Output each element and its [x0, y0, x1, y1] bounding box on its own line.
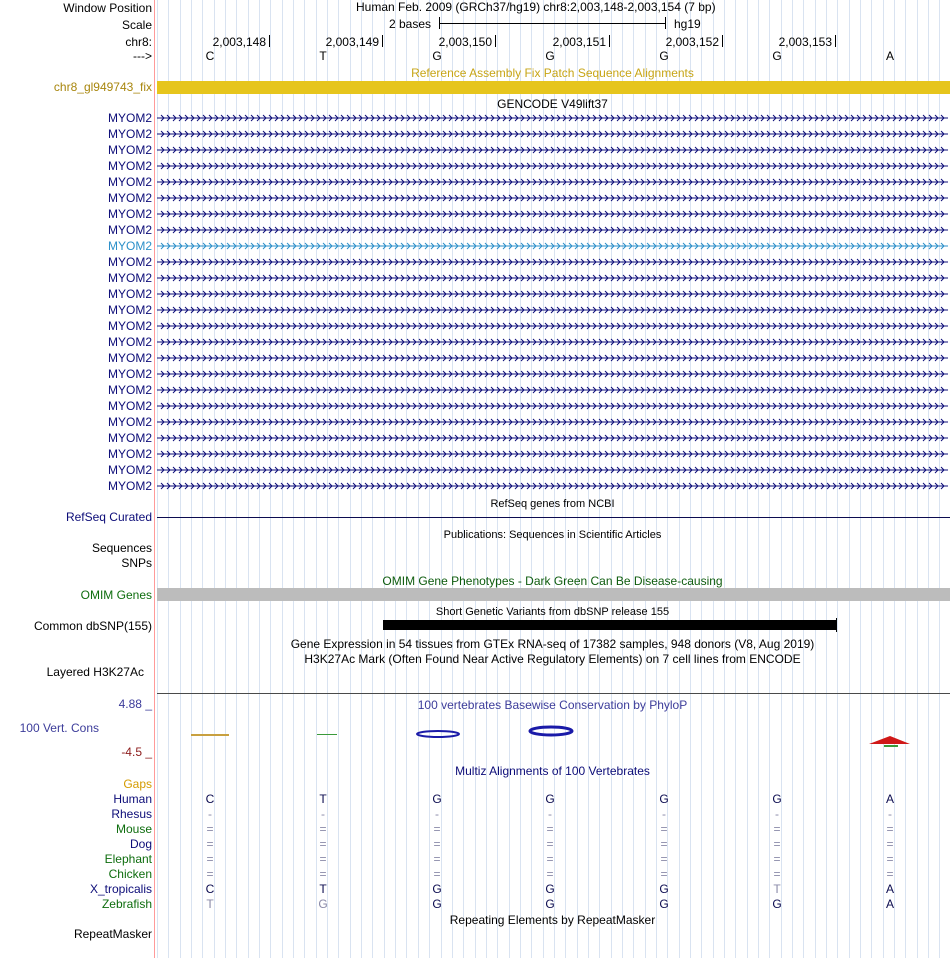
dbsnp-title: Short Genetic Variants from dbSNP release 155	[435, 606, 670, 618]
transcript-chevrons	[157, 190, 948, 206]
transcript-chevrons	[157, 126, 948, 142]
alignment-base: A	[885, 897, 894, 911]
transcript-chevrons	[157, 430, 948, 446]
alignment-base: -	[208, 807, 212, 821]
scale-bar	[439, 23, 665, 24]
species-label[interactable]: Rhesus	[111, 807, 152, 821]
species-label[interactable]: Chicken	[108, 867, 152, 881]
h3k27ac-title: H3K27Ac Mark (Often Found Near Active Regulatory Elements) on 7 cell lines from ENCODE	[304, 652, 801, 666]
alignment-base: =	[773, 837, 781, 851]
gencode-gene-label[interactable]: MYOM2	[107, 175, 152, 189]
alignment-base: =	[660, 852, 668, 866]
species-label[interactable]: Mouse	[115, 822, 152, 836]
gencode-transcript-row[interactable]	[155, 222, 950, 238]
omim-title: OMIM Gene Phenotypes - Dark Green Can Be Disease-causing	[382, 574, 723, 588]
alignment-base: =	[206, 822, 214, 836]
phylop-min-label: -4.5 _	[121, 745, 152, 759]
h3k27ac-baseline	[157, 693, 950, 694]
transcript-chevrons	[157, 254, 948, 270]
alignment-base: =	[319, 822, 327, 836]
track-label-repeatmasker[interactable]: RepeatMasker	[73, 927, 152, 941]
ruler-coordinate: 2,003,148	[212, 35, 266, 49]
gencode-gene-label[interactable]: MYOM2	[107, 255, 152, 269]
alignment-base: =	[546, 822, 554, 836]
reference-base: G	[432, 49, 442, 63]
gencode-gene-label[interactable]: MYOM2	[107, 367, 152, 381]
alignment-base: =	[546, 852, 554, 866]
gencode-transcript-row[interactable]	[155, 286, 950, 302]
transcript-chevrons	[157, 158, 948, 174]
alignment-base: =	[206, 867, 214, 881]
dbsnp-variant-end	[836, 618, 837, 632]
alignment-base: T	[319, 792, 327, 806]
gencode-gene-label[interactable]: MYOM2	[107, 191, 152, 205]
alignment-base: -	[775, 807, 779, 821]
multiz-title: Multiz Alignments of 100 Vertebrates	[455, 764, 650, 778]
transcript-chevrons	[157, 142, 948, 158]
alignment-base: =	[433, 852, 441, 866]
alignment-base: -	[662, 807, 666, 821]
reference-base: A	[885, 49, 894, 63]
alignment-base: =	[886, 852, 894, 866]
track-label-refseq[interactable]: RefSeq Curated	[65, 510, 152, 524]
ruler-coordinate: 2,003,153	[778, 35, 832, 49]
strand-label: --->	[133, 49, 152, 63]
gencode-transcript-row[interactable]	[155, 110, 950, 126]
track-display-area[interactable]	[155, 0, 950, 958]
gencode-transcript-row[interactable]	[155, 462, 950, 478]
transcript-chevrons	[157, 462, 948, 478]
track-label-omim[interactable]: OMIM Genes	[80, 588, 152, 602]
alignment-base: =	[433, 867, 441, 881]
transcript-chevrons	[157, 270, 948, 286]
alignment-base: G	[545, 897, 555, 911]
transcript-chevrons	[157, 366, 948, 382]
phylop-logo	[155, 720, 950, 750]
gencode-transcript-row[interactable]	[155, 174, 950, 190]
gencode-gene-label[interactable]: MYOM2	[107, 399, 152, 413]
gencode-transcript-row[interactable]	[155, 142, 950, 158]
transcript-chevrons	[157, 318, 948, 334]
gencode-transcript-row[interactable]	[155, 254, 950, 270]
gencode-transcript-row[interactable]	[155, 158, 950, 174]
track-label-fix-patch[interactable]: chr8_gl949743_fix	[53, 80, 152, 94]
gencode-gene-label[interactable]: MYOM2	[107, 319, 152, 333]
alignment-base: G	[545, 882, 555, 896]
repeatmasker-title: Repeating Elements by RepeatMasker	[449, 913, 656, 927]
species-label[interactable]: Human	[113, 792, 152, 806]
track-label-dbsnp[interactable]: Common dbSNP(155)	[33, 619, 152, 633]
gencode-gene-label[interactable]: MYOM2	[107, 383, 152, 397]
alignment-base: =	[546, 867, 554, 881]
alignment-base: G	[318, 897, 328, 911]
gencode-title: GENCODE V49lift37	[497, 97, 608, 111]
alignment-base: =	[773, 867, 781, 881]
alignment-base: -	[548, 807, 552, 821]
ruler-tick	[269, 35, 270, 47]
reference-base: G	[545, 49, 555, 63]
track-label-snps[interactable]: SNPs	[121, 556, 152, 570]
gencode-transcript-row[interactable]	[155, 366, 950, 382]
dbsnp-variant-bar[interactable]	[383, 620, 836, 630]
gencode-transcript-row[interactable]	[155, 430, 950, 446]
transcript-chevrons	[157, 238, 948, 254]
phylop-t-mark	[317, 734, 337, 735]
transcript-chevrons	[157, 206, 948, 222]
alignment-base: =	[206, 837, 214, 851]
transcript-chevrons	[157, 110, 948, 126]
phylop-max-label: 4.88 _	[118, 697, 152, 711]
gencode-transcript-row[interactable]	[155, 270, 950, 286]
track-labels-column	[0, 0, 154, 958]
gencode-gene-label[interactable]: MYOM2	[107, 143, 152, 157]
refseq-gene-line[interactable]	[157, 517, 950, 518]
transcript-chevrons	[157, 398, 948, 414]
gencode-gene-label[interactable]: MYOM2	[107, 303, 152, 317]
reference-base: G	[659, 49, 669, 63]
transcript-chevrons	[157, 478, 948, 494]
phylop-c-mark	[191, 734, 229, 736]
gencode-transcript-row[interactable]	[155, 350, 950, 366]
alignment-base: -	[321, 807, 325, 821]
phylop-g-mark-1	[417, 731, 459, 737]
species-label[interactable]: Elephant	[104, 852, 152, 866]
alignment-base: G	[659, 897, 669, 911]
alignment-base: -	[435, 807, 439, 821]
gencode-gene-label[interactable]: MYOM2	[107, 431, 152, 445]
transcript-chevrons	[157, 414, 948, 430]
reference-base: G	[772, 49, 782, 63]
alignment-base: =	[773, 852, 781, 866]
alignment-base: G	[432, 897, 442, 911]
transcript-chevrons	[157, 222, 948, 238]
gencode-transcript-row[interactable]	[155, 302, 950, 318]
gtex-title: Gene Expression in 54 tissues from GTEx RNA-seq of 17382 samples, 948 donors (V8, Aug 2019)	[290, 637, 815, 651]
gencode-transcript-row[interactable]	[155, 318, 950, 334]
gencode-gene-label[interactable]: MYOM2	[107, 239, 152, 253]
track-label-h3k27ac[interactable]: Layered H3K27Ac	[46, 665, 144, 679]
fix-patch-alignment[interactable]	[157, 81, 950, 94]
gencode-gene-label[interactable]: MYOM2	[107, 447, 152, 461]
alignment-base: G	[432, 882, 442, 896]
alignment-base: T	[319, 882, 327, 896]
species-label[interactable]: X_tropicalis	[89, 882, 152, 896]
gencode-transcript-row[interactable]	[155, 190, 950, 206]
alignment-base: C	[205, 792, 215, 806]
reference-base: T	[319, 49, 327, 63]
alignment-base: =	[660, 822, 668, 836]
alignment-base: =	[319, 852, 327, 866]
gencode-transcript-row[interactable]	[155, 238, 950, 254]
alignment-base: C	[205, 882, 215, 896]
ruler-tick	[382, 35, 383, 47]
transcript-chevrons	[157, 174, 948, 190]
alignment-base: =	[886, 837, 894, 851]
transcript-chevrons	[157, 382, 948, 398]
gencode-gene-label[interactable]: MYOM2	[107, 159, 152, 173]
alignment-base: T	[773, 882, 781, 896]
gencode-gene-label[interactable]: MYOM2	[107, 223, 152, 237]
transcript-chevrons	[157, 286, 948, 302]
gencode-gene-label[interactable]: MYOM2	[107, 271, 152, 285]
gencode-gene-label[interactable]: MYOM2	[107, 415, 152, 429]
species-label[interactable]: Zebrafish	[101, 897, 152, 911]
transcript-chevrons	[157, 302, 948, 318]
ruler-tick	[609, 35, 610, 47]
track-label-phylop[interactable]: 100 Vert. Cons	[19, 721, 99, 735]
alignment-base: =	[773, 822, 781, 836]
alignment-base: =	[433, 837, 441, 851]
species-label[interactable]: Dog	[129, 837, 152, 851]
phylop-title: 100 vertebrates Basewise Conservation by PhyloP	[417, 698, 688, 712]
refseq-title: RefSeq genes from NCBI	[490, 498, 615, 510]
alignment-base: A	[885, 882, 894, 896]
gencode-gene-label[interactable]: MYOM2	[107, 335, 152, 349]
gencode-transcript-row[interactable]	[155, 446, 950, 462]
alignment-base: A	[885, 792, 894, 806]
gencode-gene-label[interactable]: MYOM2	[107, 479, 152, 493]
alignment-base: =	[886, 867, 894, 881]
fix-patch-title: Reference Assembly Fix Patch Sequence Alignments	[411, 66, 694, 80]
alignment-base: =	[319, 867, 327, 881]
ruler-coordinate: 2,003,151	[552, 35, 606, 49]
alignment-base: G	[545, 792, 555, 806]
gencode-transcript-row[interactable]	[155, 478, 950, 494]
alignment-base: G	[772, 792, 782, 806]
omim-gene-bar[interactable]	[157, 588, 950, 601]
gencode-transcript-row[interactable]	[155, 414, 950, 430]
alignment-base: T	[206, 897, 214, 911]
alignment-base: G	[772, 897, 782, 911]
gencode-gene-label[interactable]: MYOM2	[107, 463, 152, 477]
transcript-chevrons	[157, 350, 948, 366]
gencode-transcript-row[interactable]	[155, 206, 950, 222]
phylop-a-mark	[869, 736, 910, 744]
transcript-chevrons	[157, 334, 948, 350]
ruler-tick	[722, 35, 723, 47]
window-position-label: Window Position	[63, 1, 152, 15]
alignment-base: -	[888, 807, 892, 821]
gencode-transcript-row[interactable]	[155, 334, 950, 350]
phylop-g-mark-2	[530, 727, 572, 735]
alignment-base: G	[659, 882, 669, 896]
ruler-tick	[835, 35, 836, 47]
ruler-coordinate: 2,003,152	[665, 35, 719, 49]
gencode-gene-label[interactable]: MYOM2	[107, 287, 152, 301]
scale-bar-db: hg19	[674, 17, 701, 31]
alignment-base: =	[660, 867, 668, 881]
gencode-gene-label[interactable]: MYOM2	[107, 127, 152, 141]
alignment-base: =	[546, 837, 554, 851]
alignment-base: =	[319, 837, 327, 851]
ruler-coordinate: 2,003,149	[325, 35, 379, 49]
assembly-position-text: Human Feb. 2009 (GRCh37/hg19) chr8:2,003,148-2,003,154 (7 bp)	[356, 0, 716, 14]
reference-base: C	[205, 49, 215, 63]
alignment-base: G	[659, 792, 669, 806]
ruler-tick	[495, 35, 496, 47]
publications-title: Publications: Sequences in Scientific Articles	[443, 529, 662, 541]
alignment-base: =	[433, 822, 441, 836]
gencode-gene-label[interactable]: MYOM2	[107, 351, 152, 365]
track-label-sequences[interactable]: Sequences	[91, 541, 152, 555]
gencode-gene-label[interactable]: MYOM2	[107, 111, 152, 125]
alignment-base: =	[660, 837, 668, 851]
gencode-transcript-row[interactable]	[155, 126, 950, 142]
scale-bar-right-cap	[665, 17, 666, 29]
gencode-transcript-row[interactable]	[155, 382, 950, 398]
phylop-a-under-mark	[884, 745, 898, 747]
chromosome-label: chr8:	[125, 35, 152, 49]
track-label-gaps: Gaps	[123, 777, 152, 791]
alignment-base: =	[886, 822, 894, 836]
transcript-chevrons	[157, 446, 948, 462]
gencode-gene-label[interactable]: MYOM2	[107, 207, 152, 221]
scale-bar-label: 2 bases	[389, 17, 432, 31]
ruler-coordinate: 2,003,150	[438, 35, 492, 49]
scale-label: Scale	[121, 18, 152, 32]
alignment-base: =	[206, 852, 214, 866]
alignment-base: G	[432, 792, 442, 806]
gencode-transcript-row[interactable]	[155, 398, 950, 414]
